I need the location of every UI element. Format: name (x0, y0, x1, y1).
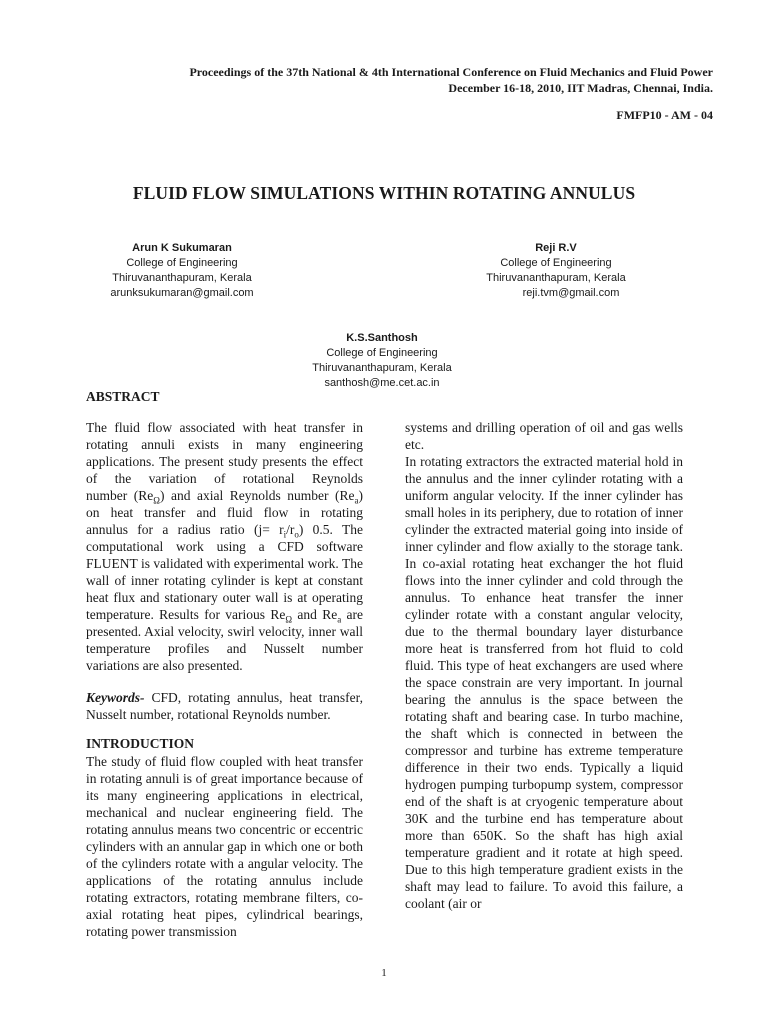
keywords: Keywords- CFD, rotating annulus, heat transfer, Nusselt number, rotational Reynolds number. (86, 690, 363, 722)
abstract-text-4: annulus for a radius ratio $(j= r_i/r_o)$ 0.5. The computational work using a CFD software FLUENT is validated with experimental work. The wall of inner rotating cylinder is kept at constant heat flux and stationary outer wall is at operating temperature. Results for various $Re_\Omega$ and $Re_a$ are presented. Axial velocity, swirl velocity, inner wall temperature profiles and Nusselt number variations are also presented. (86, 522, 364, 673)
author-place: Thiruvananthapuram, Kerala (112, 272, 252, 284)
author-block-2 (466, 241, 646, 301)
author-place: Thiruvananthapuram, Kerala (312, 362, 452, 374)
author-name: K.S.Santhosh (346, 332, 418, 344)
author-place: Thiruvananthapuram, Kerala (486, 272, 626, 284)
conference-header (189, 64, 713, 96)
abstract-heading: ABSTRACT (86, 389, 160, 404)
author-dept: College of Engineering (326, 347, 438, 359)
abstract-text-1: The fluid flow associated with heat transfer in rotating annuli exists in many engineering applications. The present study presents the effect of the variation of rotational Reynolds (86, 420, 363, 486)
author-block-3 (292, 331, 472, 391)
author-name: Reji R.V (535, 242, 577, 254)
author-email: arunksukumaran@gmail.com (110, 287, 254, 299)
author-dept: College of Engineering (500, 257, 612, 269)
left-column (86, 419, 363, 940)
introduction-paragraph-2: In rotating extractors the extracted material hold in the annulus and the inner cylinder rotating with a uniform angular velocity. If the inner cylinder has small holes in its periphery, due to rotation of inner cylinder the extracted material going into inside of inner cylinder and flow axially to the storage tank. In co-axial rotating heat exchanger the hot fluid flows into the inner cylinder and cold through the annulus. To enhance heat transfer the inner cylinder rotate with a constant angular velocity, due to the thermal boundary layer disturbance more heat is transferred from hot fluid to cold fluid. This type of heat exchangers are used where the space constrain are very important. In journal bearing the annulus is the space between the rotating shaft and bearing case. In turbo machine, the shaft which is connected in between the compressor and turbine has extreme temperature difference in their two ends. Typically a liquid hydrogen pumping turbopump system, compressor end of the shaft is at cryogenic temperature about 30K and the turbine end has temperature about more than 650K. So the shaft has high axial temperature gradient and it rotate at high speed. Due to this high temperature gradient exists in the shaft may lead to failure. To avoid this failure, a coolant (air or (405, 454, 683, 911)
conference-line-1: Proceedings of the 37th National & 4th International Conference on Fluid Mechanics and Fluid Power (189, 65, 713, 79)
paper-id: FMFP10 - AM - 04 (616, 108, 713, 122)
page-number: 1 (381, 967, 387, 979)
author-email: reji.tvm@gmail.com (522, 287, 620, 299)
conference-line-2: December 16-18, 2010, IIT Madras, Chennai, India. (448, 81, 713, 95)
author-block-1 (92, 241, 272, 301)
abstract-text-2: number $(Re_\Omega)$ and axial Reynolds number $(Re_a)$ (86, 488, 363, 506)
introduction-heading: INTRODUCTION (86, 736, 195, 751)
introduction-text-cont: systems and drilling operation of oil and gas wells etc. (405, 420, 683, 452)
introduction-text: The study of fluid flow coupled with heat transfer in rotating annuli is of great importance because of its many engineering applications in electrical, mechanical and nuclear engineering field. The rotating annulus means two concentric or eccentric cylinders with an annular gap in which one or both of the cylinders rotate with a angular velocity. The applications of the rotating annulus include rotating extractors, rotating membrane filters, co-axial rotating heat pipes, cylindrical bearings, rotating power transmission (86, 754, 363, 939)
author-email: santhosh@me.cet.ac.in (324, 377, 440, 389)
author-name: Arun K Sukumaran (132, 242, 232, 254)
author-dept: College of Engineering (126, 257, 238, 269)
paper-title: FLUID FLOW SIMULATIONS WITHIN ROTATING ANNULUS (132, 183, 636, 203)
abstract-text-3: on heat transfer and fluid flow in rotating (86, 505, 363, 520)
right-column (405, 419, 683, 912)
